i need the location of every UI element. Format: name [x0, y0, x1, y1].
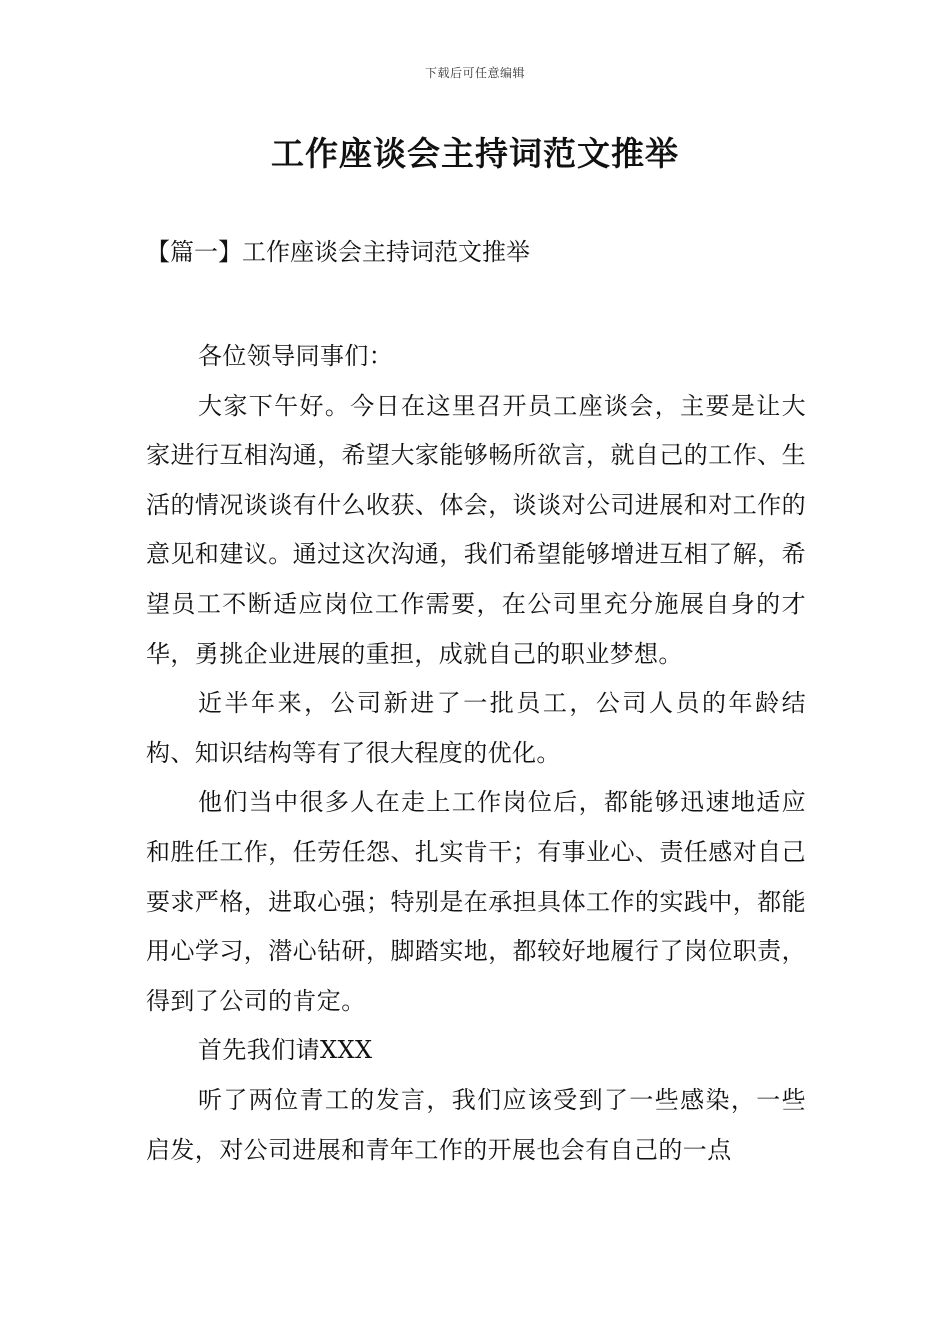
- paragraph-new-staff: 近半年来，公司新进了一批员工，公司人员的年龄结构、知识结构等有了很大程度的优化。: [146, 689, 806, 767]
- section-heading: 【篇一】工作座谈会主持词范文推举: [146, 238, 530, 266]
- paragraph-opening: 大家下午好。今日在这里召开员工座谈会，主要是让大家进行互相沟通，希望大家能够畅所欲言，就自己的工作、生活的情况谈谈有什么收获、体会，谈谈对公司进展和对工作的意见和建议。通过这次沟通，我们希望能够增进互相了解，希望员工不断适应岗位工作需要，在公司里充分施展自身的才华，勇挑企业进展的重担，成就自己的职业梦想。: [146, 391, 806, 668]
- paragraph-performance: 他们当中很多人在走上工作岗位后，都能够迅速地适应和胜任工作，任劳任怨、扎实肯干；有事业心、责任感对自己要求严格，进取心强；特别是在承担具体工作的实践中，都能用心学习，潜心钻研，脚踏实地，都较好地履行了岗位职责，得到了公司的肯定。: [146, 788, 806, 1015]
- paragraph-invite-speaker: 首先我们请XXX: [198, 1036, 373, 1065]
- body-text: [146, 332, 806, 1175]
- paragraph-salutation: 各位领导同事们：: [198, 342, 394, 370]
- paragraph-reflection: 听了两位青工的发言，我们应该受到了一些感染，一些启发，对公司进展和青年工作的开展也会有自己的一点: [146, 1085, 806, 1164]
- document-title: 工作座谈会主持词范文推举: [271, 134, 679, 173]
- header-note: 下载后可任意编辑: [424, 66, 525, 80]
